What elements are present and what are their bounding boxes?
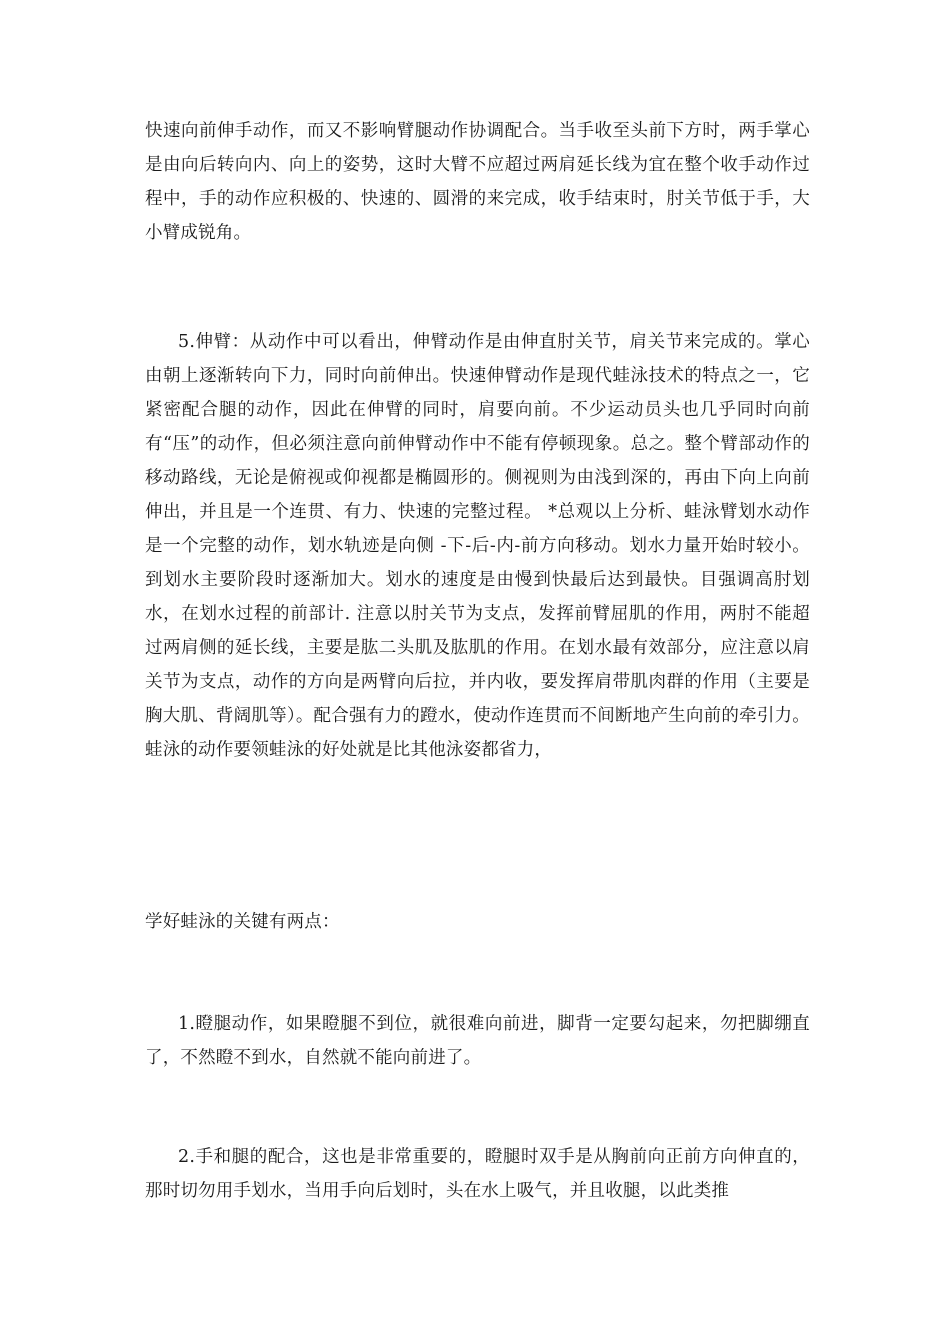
paragraph-key-points-heading: 学好蛙泳的关键有两点： <box>145 912 340 932</box>
paragraph-key-point-1: 1.瞪腿动作，如果瞪腿不到位，就很难向前进，脚背一定要勾起来，勿把脚绷直了，不然瞪不到水，自然就不能向前进了。 <box>145 1014 810 1068</box>
paragraph-key-point-2: 2.手和腿的配合，这也是非常重要的，瞪腿时双手是从胸前向正前方向伸直的，那时切勿用手划水，当用手向后划时，头在水上吸气，并且收腿，以此类推 <box>145 1147 810 1201</box>
paragraph-arm-extension: 5.伸臂：从动作中可以看出，伸臂动作是由伸直肘关节，肩关节来完成的。掌心由朝上逐渐转向下力，同时向前伸出。快速伸臂动作是现代蛙泳技术的特点之一，它紧密配合腿的动作，因此在伸臂的同时，肩要向前。不少运动员头也几乎同时向前有“压”的动作，但必须注意向前伸臂动作中不能有停顿现象。总之。整个臂部动作的移动路线，无论是俯视或仰视都是椭圆形的。侧视则为由浅到深的，再由下向上向前伸出，并且是一个连贯、有力、快速的完整过程。 *总观以上分析、蛙泳臂划水动作是一个完整的动作，划水轨迹是向侧 -下-后-内-前方向移动。划水力量开始时较小。到划水主要阶段时逐渐加大。划水的速度是由慢到快最后达到最快。目强调高肘划水，在划水过程的前部计. 注意以肘关节为支点，发挥前臂屈肌的作用，两肘不能超过两肩侧的延长线，主要是肱二头肌及肱肌的作用。在划水最有效部分，应注意以肩关节为支点，动作的方向是两臂向后拉，并内收，要发挥肩带肌肉群的作用（主要是胸大肌、背阔肌等）。配合强有力的蹬水，使动作连贯而不间断地产生向前的牵引力。蛙泳的动作要领蛙泳的好处就是比其他泳姿都省力， <box>145 332 810 760</box>
paragraph-arm-recovery: 快速向前伸手动作，而又不影响臂腿动作协调配合。当手收至头前下方时，两手掌心是由向后转向内、向上的姿势，这时大臂不应超过两肩延长线为宜在整个收手动作过程中，手的动作应积极的、快速的、圆滑的来完成，收手结束时，肘关节低于手，大小臂成锐角。 <box>145 121 810 243</box>
